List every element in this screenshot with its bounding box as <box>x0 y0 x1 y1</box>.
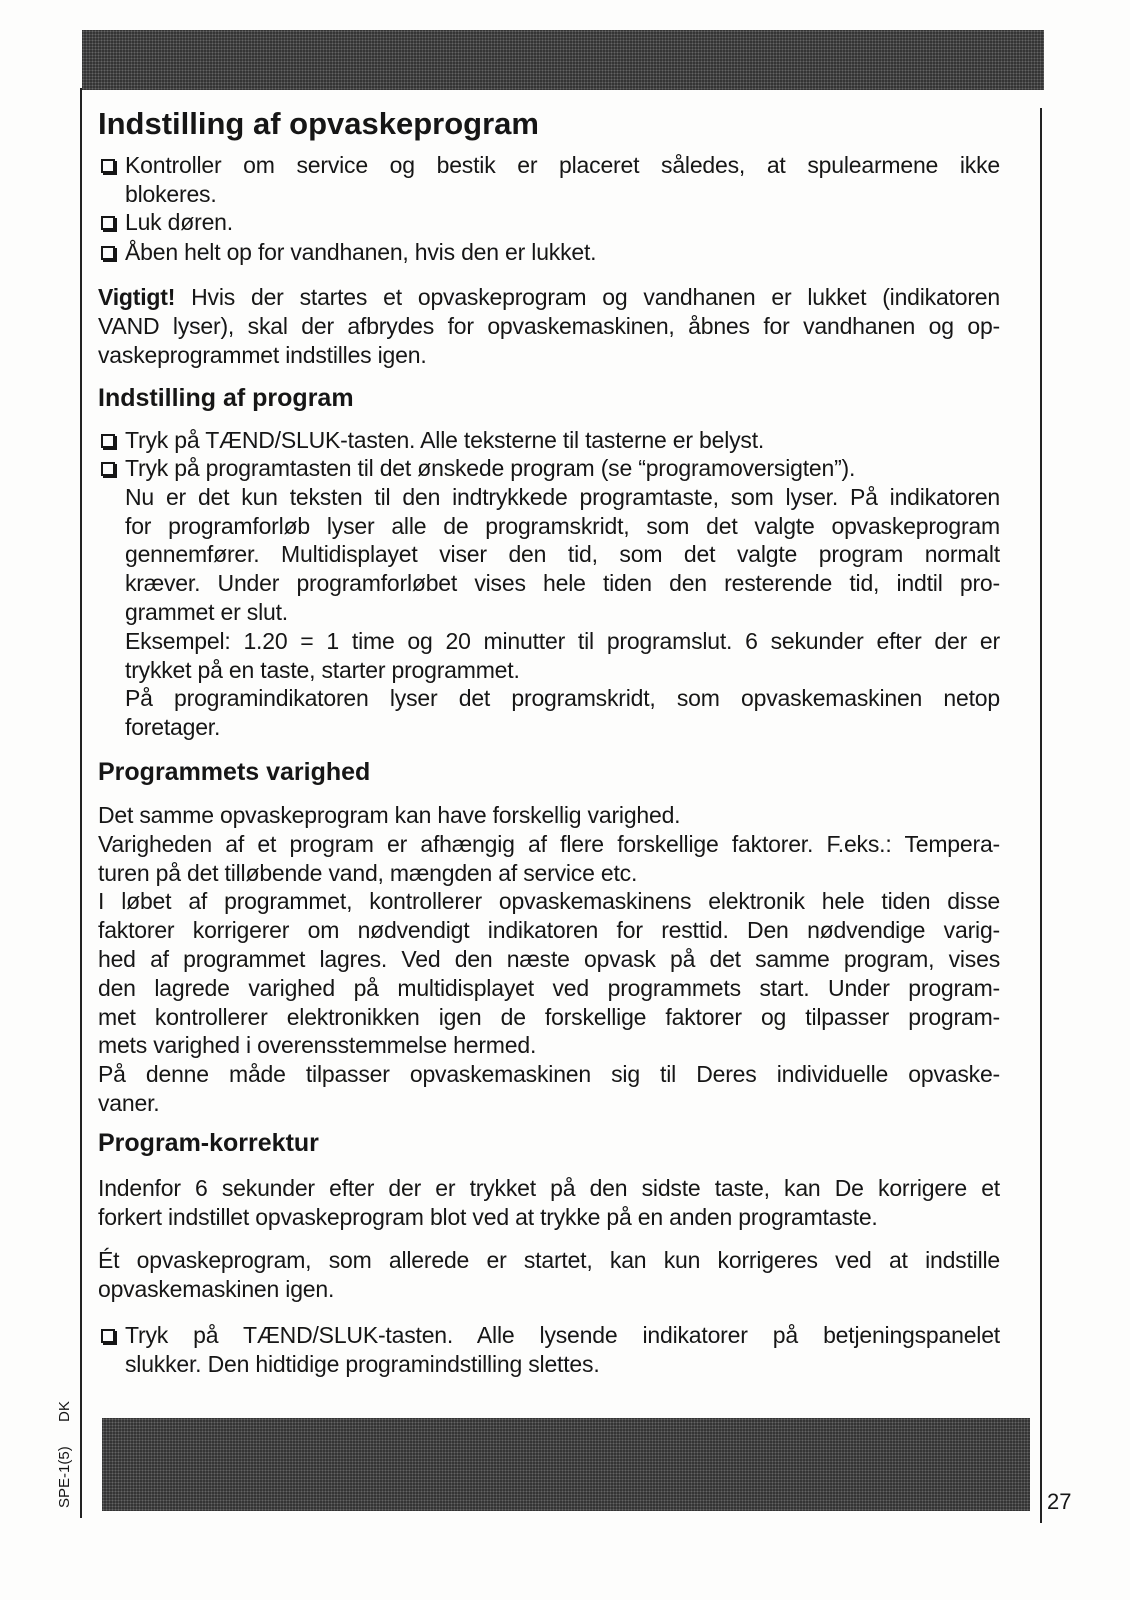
text-line: Tryk på TÆND/SLUK-tasten. Alle teksterne til tasterne er belyst. <box>125 427 765 453</box>
text-line: opvaskemaskinen igen. <box>98 1275 335 1302</box>
text-line: trykket på en taste, starter programmet. <box>125 656 520 683</box>
text-line: På denne måde tilpasser opvaskemaskinen sig til Deres individuelle opvaske- <box>98 1061 1000 1088</box>
text-line <box>98 283 1000 312</box>
square-bullet-icon <box>101 462 115 476</box>
step-text <box>125 238 1000 267</box>
text-line: foretager. <box>125 714 221 741</box>
step-item <box>98 426 1000 455</box>
step-text <box>125 426 1000 455</box>
text-line: grammet er slut. <box>125 598 288 625</box>
important-label: Vigtigt! <box>98 284 176 310</box>
text-line: den lagrede varighed på multidisplayet ved programmets start. Under program- <box>98 974 1000 1001</box>
text-line: gennemfører. Multidisplayet viser den tid, som det valgte program normalt <box>125 541 1000 568</box>
section-heading: Programmets varighed <box>98 758 371 786</box>
step-text <box>125 454 1000 742</box>
text-line: blokeres. <box>125 180 217 207</box>
text-line: VAND lyser), skal der afbrydes for opvaskemaskinen, åbnes for vandhanen og op- <box>98 312 1000 339</box>
text-line: På programindikatoren lyser det programskridt, som opvaskemaskinen netop <box>125 685 1000 712</box>
step-item <box>98 208 1000 237</box>
step-text <box>125 1321 1000 1379</box>
text-line: Ét opvaskeprogram, som allerede er startet, kan kun korrigeres ved at indstille <box>98 1247 1000 1273</box>
text-line: faktorer korrigerer om nødvendigt indikatoren for resttid. Den nødvendige varig- <box>98 917 1000 944</box>
text-line: mets varighed i overensstemmelse hermed. <box>98 1032 537 1059</box>
text-line: turen på det tilløbende vand, mængden af service etc. <box>98 859 638 886</box>
step-item <box>98 454 1000 742</box>
step-item <box>98 1321 1000 1379</box>
text-line: met kontrollerer elektronikken igen de forskellige faktorer og tilpasser program- <box>98 1003 1000 1030</box>
important-text: Hvis der startes et opvaskeprogram og vandhanen er lukket (indikatoren <box>191 284 1000 310</box>
document-code <box>55 1388 75 1508</box>
header-banner <box>82 30 1044 90</box>
text-line: for programforløb lyser alle de programskridt, som det valgte opvaskeprogram <box>125 512 1000 539</box>
step-item <box>98 151 1000 209</box>
paragraph-group <box>98 801 1000 1118</box>
text-line: slukker. Den hidtidige programindstilling slettes. <box>125 1350 600 1377</box>
text-line: I løbet af programmet, kontrollerer opvaskemaskinens elektronik hele tiden disse <box>98 888 1000 915</box>
text-line: hed af programmet lagres. Ved den næste opvask på det samme program, vises <box>98 945 1000 972</box>
text-line: Eksempel: 1.20 = 1 time og 20 minutter til programslut. 6 sekunder efter der er <box>125 627 1000 654</box>
section-heading: Indstilling af program <box>98 384 354 412</box>
left-rule <box>80 88 82 1518</box>
step-text <box>125 151 1000 209</box>
text-line: Det samme opvaskeprogram kan have forskellig varighed. <box>98 802 681 828</box>
paragraph <box>98 1174 1000 1232</box>
square-bullet-icon <box>101 1329 115 1343</box>
square-bullet-icon <box>101 246 115 260</box>
right-rule <box>1040 108 1042 1523</box>
section-heading: Program-korrektur <box>98 1129 319 1157</box>
text-line: Tryk på TÆND/SLUK-tasten. Alle lysende indikatorer på betjeningspanelet <box>125 1322 1000 1348</box>
important-note <box>98 283 1000 369</box>
text-line: Åben helt op for vandhanen, hvis den er lukket. <box>125 239 597 265</box>
text-line: Luk døren. <box>125 209 233 235</box>
step-text <box>125 208 1000 237</box>
paragraph <box>98 1246 1000 1304</box>
page-title: Indstilling af opvaskeprogram <box>98 106 539 141</box>
square-bullet-icon <box>101 216 115 230</box>
text-line: Varigheden af et program er afhængig af flere forskellige faktorer. F.eks.: Tempera- <box>98 830 1000 857</box>
footer-banner <box>102 1418 1030 1511</box>
text-line: Nu er det kun teksten til den indtrykkede programtaste, som lyser. På indikatoren <box>125 483 1000 510</box>
text-line: Kontroller om service og bestik er placeret således, at spulearmene ikke <box>125 152 1000 178</box>
text-line: kræver. Under programforløbet vises hele tiden den resterende tid, indtil pro- <box>125 570 1000 597</box>
square-bullet-icon <box>101 434 115 448</box>
page-number: 27 <box>1047 1489 1072 1514</box>
text-line: Tryk på programtasten til det ønskede program (se “programoversigten”). <box>125 455 856 481</box>
document-code-text: SPE-1(5) <box>56 1446 73 1508</box>
square-bullet-icon <box>101 159 115 173</box>
text-line: vaner. <box>98 1089 160 1116</box>
step-item <box>98 238 1000 267</box>
text-line: Indenfor 6 sekunder efter der er trykket på den sidste taste, kan De korrigere et <box>98 1175 1000 1201</box>
text-line: vaskeprogrammet indstilles igen. <box>98 341 427 368</box>
text-line: forkert indstillet opvaskeprogram blot ved at trykke på en anden programtaste. <box>98 1203 878 1230</box>
language-code: DK <box>56 1401 73 1423</box>
